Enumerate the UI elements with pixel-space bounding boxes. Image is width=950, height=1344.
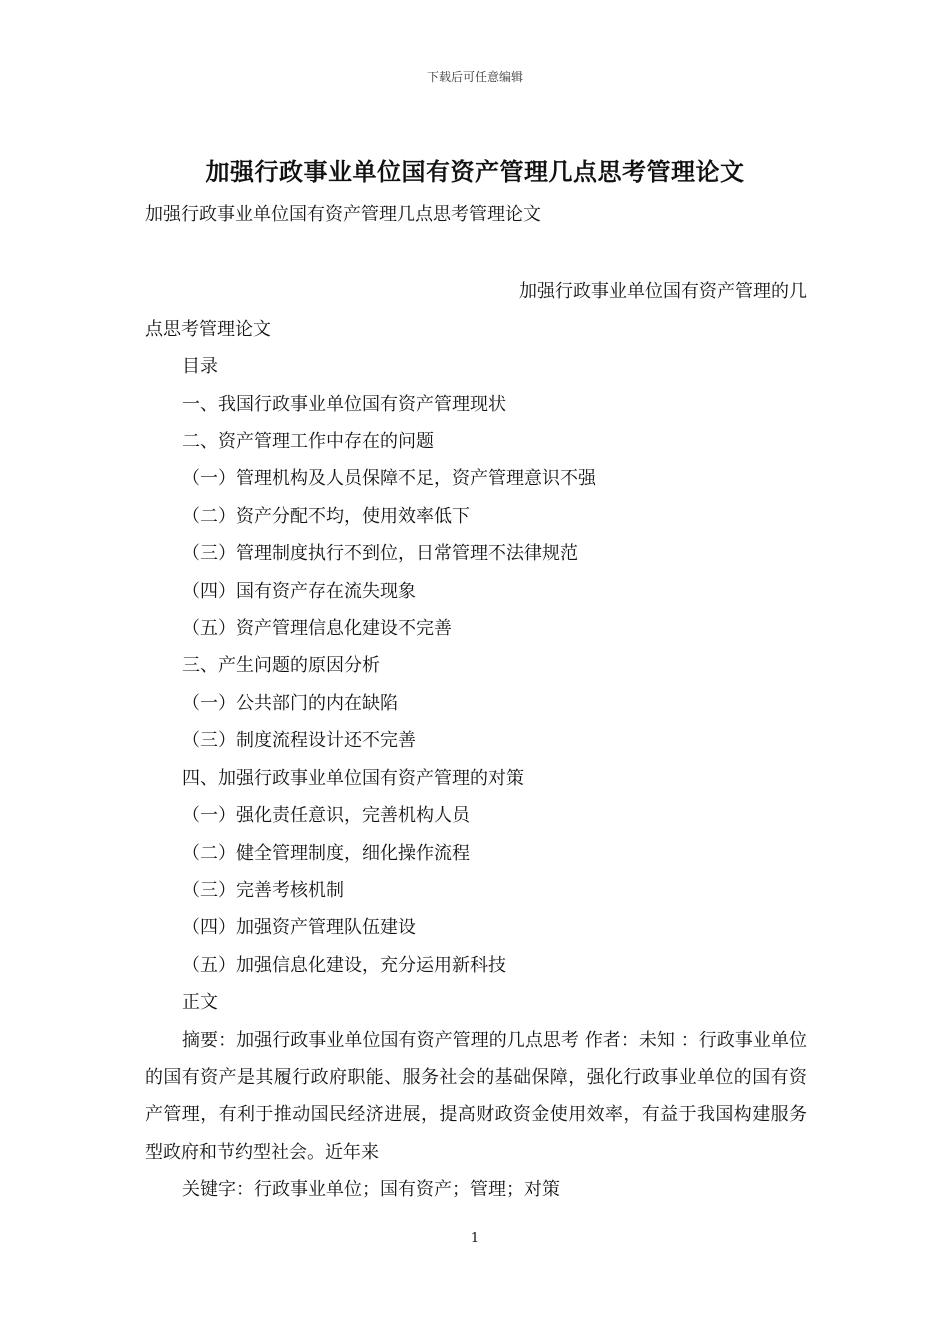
toc-item: 四、加强行政事业单位国有资产管理的对策	[182, 767, 524, 789]
toc-item: （二）健全管理制度，细化操作流程	[182, 842, 470, 864]
article-heading-right: 加强行政事业单位国有资产管理的几	[519, 281, 807, 303]
toc-item: （一）管理机构及人员保障不足，资产管理意识不强	[182, 468, 596, 490]
page-number: 1	[470, 1231, 480, 1246]
toc-item: （三）制度流程设计还不完善	[182, 730, 416, 752]
toc-item: 三、产生问题的原因分析	[182, 655, 380, 677]
toc-item: （一）公共部门的内在缺陷	[182, 692, 398, 714]
toc-item: （五）加强信息化建设，充分运用新科技	[182, 954, 506, 976]
blank-line	[145, 233, 807, 273]
toc-item: （三）管理制度执行不到位，日常管理不法律规范	[182, 543, 578, 565]
toc-item: （四）国有资产存在流失现象	[182, 580, 416, 602]
toc-item: （四）加强资产管理队伍建设	[182, 917, 416, 939]
toc-item: 二、资产管理工作中存在的问题	[182, 431, 434, 453]
document-body	[145, 196, 807, 1209]
abstract-paragraph: 摘要：加强行政事业单位国有资产管理的几点思考 作者：未知 ：行政事业单位的国有资产是其履行政府职能、服务社会的基础保障，强化行政事业单位的国有资产管理，有利于推动国民经济进展，提高财政资金使用效率，有益于我国构建服务型政府和节约型社会。近年来	[145, 1029, 807, 1163]
toc-item: （一）强化责任意识，完善机构人员	[182, 805, 470, 827]
document-title: 加强行政事业单位国有资产管理几点思考管理论文	[205, 157, 745, 186]
header-note: 下载后可任意编辑	[426, 70, 523, 84]
article-heading-continuation: 点思考管理论文	[145, 318, 271, 340]
body-label: 正文	[182, 992, 218, 1014]
subtitle-line: 加强行政事业单位国有资产管理几点思考管理论文	[145, 204, 541, 225]
toc-item: （三）完善考核机制	[182, 879, 344, 901]
keywords-line: 关键字：行政事业单位；国有资产；管理；对策	[182, 1179, 560, 1201]
toc-label: 目录	[182, 356, 218, 378]
toc-item: （二）资产分配不均，使用效率低下	[182, 505, 470, 527]
toc-item: （五）资产管理信息化建设不完善	[182, 618, 452, 640]
toc-item: 一、我国行政事业单位国有资产管理现状	[182, 393, 506, 415]
